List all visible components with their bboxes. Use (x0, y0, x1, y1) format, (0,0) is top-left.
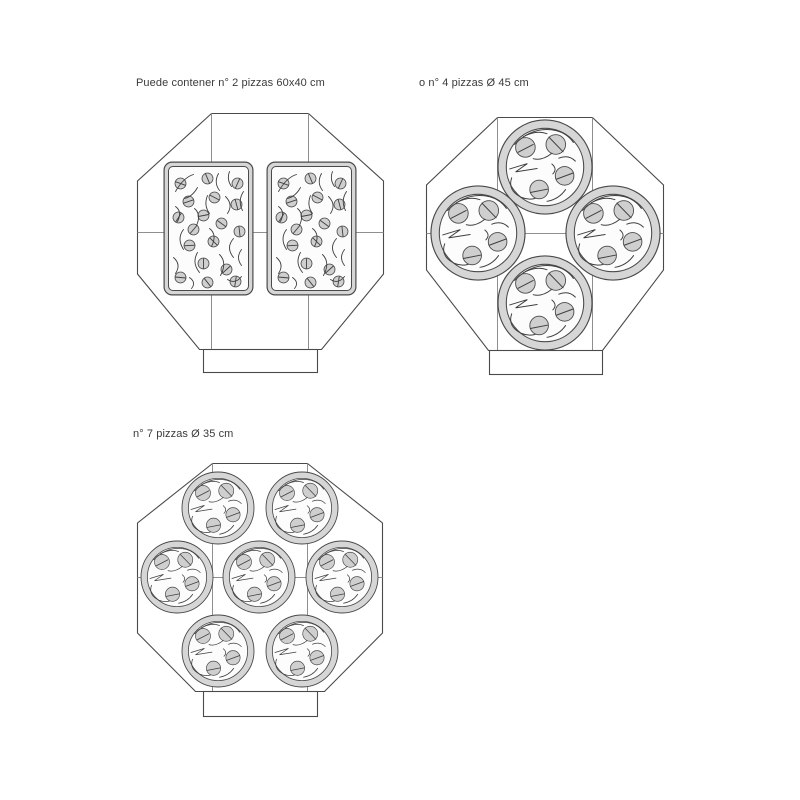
oven-mouth (204, 350, 318, 373)
pizza (431, 186, 525, 280)
pizza (266, 472, 338, 544)
pizza (566, 186, 660, 280)
pizza (306, 541, 378, 613)
pizza (223, 541, 295, 613)
pizza (182, 615, 254, 687)
caption-4-pizzas: o n° 4 pizzas Ø 45 cm (419, 77, 529, 89)
oven-top-view-4-pizzas (427, 118, 664, 375)
oven-mouth (490, 351, 603, 375)
pizza (266, 615, 338, 687)
oven-top-view-7-pizzas (138, 464, 383, 717)
pizza-tray (164, 162, 253, 295)
pizza (498, 256, 592, 350)
caption-7-pizzas: n° 7 pizzas Ø 35 cm (133, 428, 234, 440)
oven-mouth (204, 692, 318, 717)
pizza (141, 541, 213, 613)
pizza-tray (267, 162, 356, 295)
pizza (182, 472, 254, 544)
caption-2-trays: Puede contener n° 2 pizzas 60x40 cm (136, 77, 325, 89)
oven-top-view-2-trays (138, 114, 384, 373)
